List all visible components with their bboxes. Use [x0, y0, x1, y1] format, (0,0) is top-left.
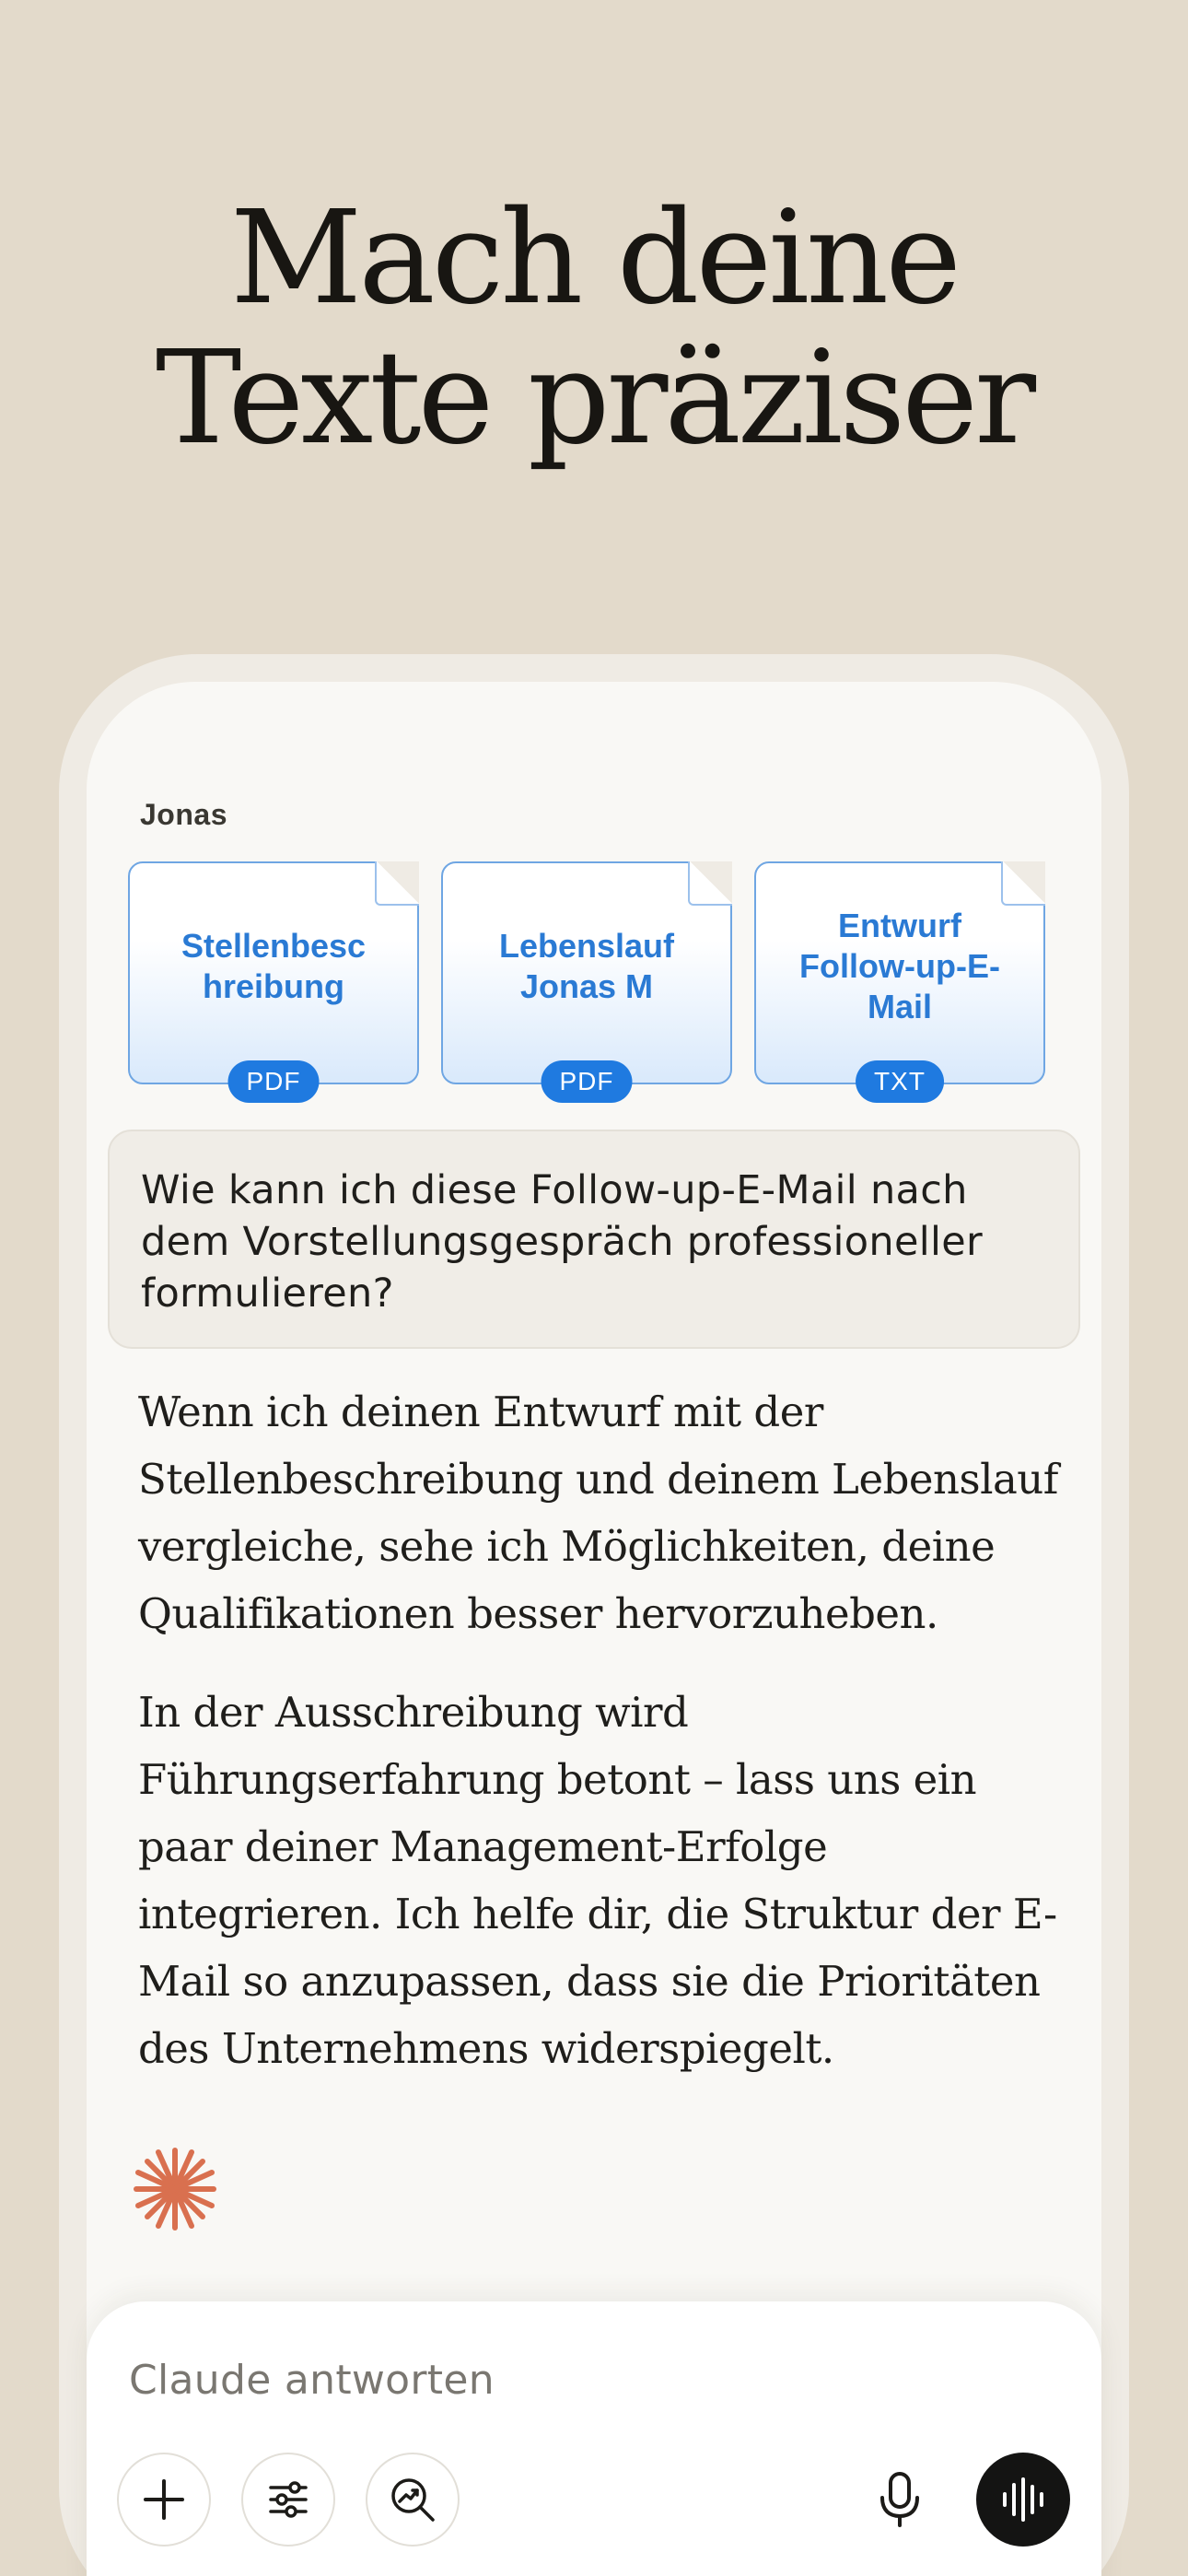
voice-mode-button[interactable]: [976, 2453, 1070, 2547]
sliders-icon: [265, 2476, 311, 2523]
research-icon: [387, 2474, 438, 2525]
settings-button[interactable]: [241, 2453, 335, 2547]
page-headline: [0, 183, 1188, 474]
headline-line-1: Mach deine: [229, 183, 959, 334]
user-message: Wie kann ich diese Follow-up-E-Mail nach dem Vorstellungsgespräch professioneller formulieren?: [108, 1130, 1080, 1349]
attachment-entwurf[interactable]: [754, 861, 1045, 1095]
attachment-title: Lebenslauf Jonas M: [498, 927, 675, 1005]
research-button[interactable]: [366, 2453, 460, 2547]
voice-waveform-icon: [999, 2476, 1047, 2523]
attachment-lebenslauf[interactable]: [441, 861, 732, 1095]
attachment-stellenbeschreibung[interactable]: [128, 861, 419, 1095]
microphone-icon: [877, 2470, 923, 2529]
attachment-title: Entwurf Follow-up-E-Mail: [799, 907, 1000, 1025]
headline-line-2: Texte präziser: [155, 323, 1033, 474]
plus-icon: [141, 2476, 187, 2523]
file-type-badge: PDF: [542, 1060, 633, 1103]
assistant-paragraph-2: In der Ausschreibung wird Führungserfahrung betont – lass uns ein paar deiner Management-Erfolge integrieren. Ich helfe dir, die Struktur der E-Mail so anzupassen, dass sie die Prioritäten des Unternehmens widerspiegelt.: [138, 1688, 1057, 2073]
reply-input[interactable]: Claude antworten: [129, 2357, 495, 2404]
sender-name: Jonas: [140, 798, 227, 831]
composer-panel: [87, 2301, 1101, 2576]
microphone-button[interactable]: [853, 2453, 947, 2547]
file-type-badge: TXT: [856, 1060, 944, 1103]
claude-spark-icon: [131, 2145, 219, 2233]
attachment-title: Stellenbesc hreibung: [181, 927, 367, 1005]
add-button[interactable]: [117, 2453, 211, 2547]
file-type-badge: PDF: [228, 1060, 320, 1103]
assistant-paragraph-1: Wenn ich deinen Entwurf mit der Stellenbeschreibung und deinem Lebenslauf vergleiche, sehe ich Möglichkeiten, deine Qualifikationen besser hervorzuheben.: [138, 1388, 1058, 1638]
